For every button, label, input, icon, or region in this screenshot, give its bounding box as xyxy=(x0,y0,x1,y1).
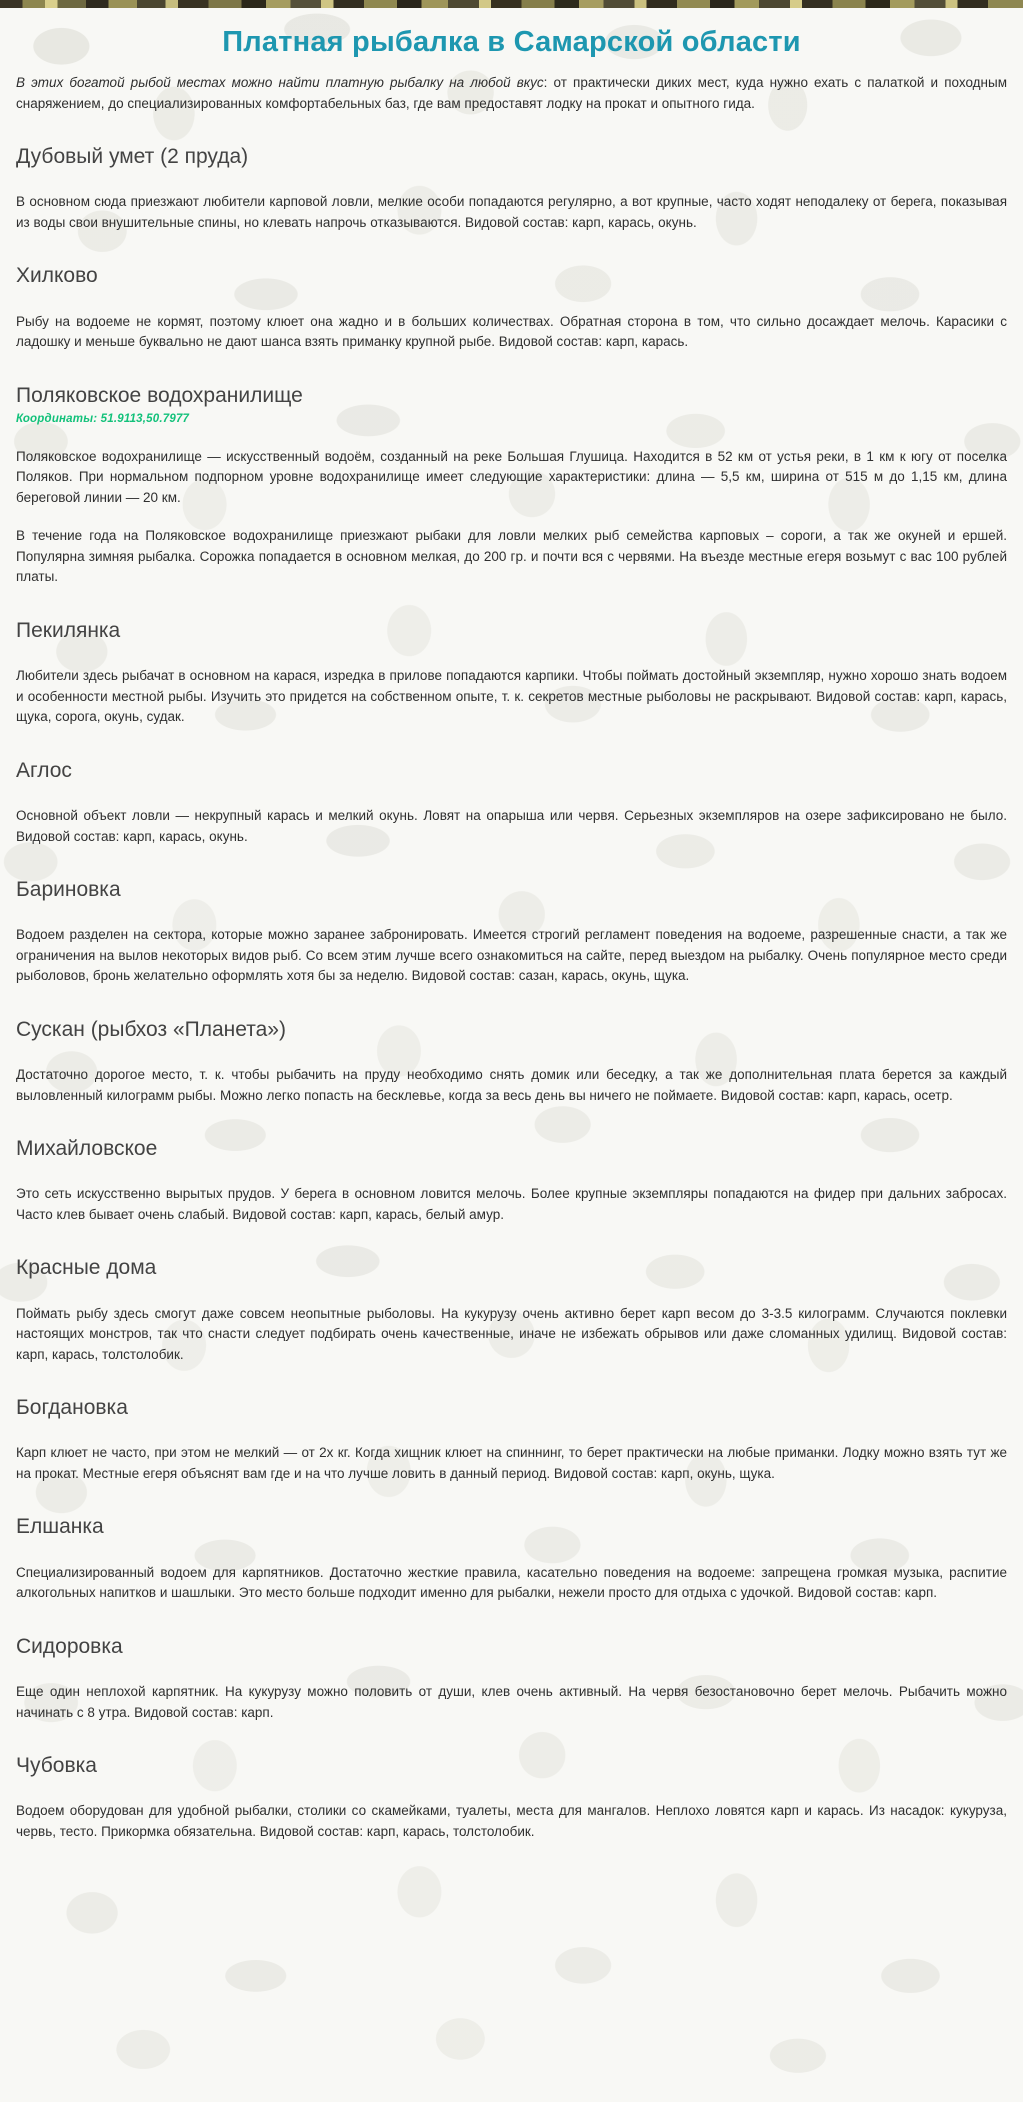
fishing-spot-section xyxy=(16,383,1007,588)
section-coordinates: Координаты: 51.9113,50.7977 xyxy=(16,412,190,425)
section-paragraph: В течение года на Поляковское водохранилище приезжают рыбаки для ловли мелких рыб семейства карповых – сороги, а так же окуней и ершей. Популярна зимняя рыбалка. Сорожка попадается в основном мелкая, до 200 гр. и почти вся с червями. На въезде местные егеря возьмут с вас 100 рублей платы. xyxy=(16,528,1007,585)
page-title: Платная рыбалка в Самарской области xyxy=(222,26,801,58)
fishing-spot-section xyxy=(16,144,1007,233)
section-paragraph: Водоем разделен на сектора, которые можно заранее забронировать. Имеется строгий регламент поведения на водоеме, разрешенные снасти, а так же ограничения на вылов некоторых видов рыб. Со всем этим лучше всего ознакомиться на сайте, перед выездом на рыбалку. Очень популярное место среди рыболовов, бронь желательно оформлять хотя бы за неделю. Видовой состав: сазан, карась, окунь, щука. xyxy=(16,927,1007,984)
section-heading: Сускан (рыбхоз «Планета») xyxy=(16,1017,286,1041)
section-paragraph: Рыбу на водоеме не кормят, поэтому клюет она жадно и в больших количествах. Обратная сторона в том, что сильно досаждает мелочь. Карасики с ладошку и меньше буквально не дают шанса взять приманку крупной рыбе. Видовой состав: карп, карась. xyxy=(16,313,1007,350)
section-heading: Поляковское водохранилище xyxy=(16,383,303,407)
fishing-spot-section xyxy=(16,1753,1007,1842)
section-paragraph: Любители здесь рыбачат в основном на карася, изредка в прилове попадаются карпики. Чтобы поймать достойный экземпляр, нужно хорошо знать водоем и особенности местной рыбы. Изучить это придется на собственном опыте, т. к. секретов местные рыболовы не раскрывают. Видовой состав: карп, карась, щука, сорога, окунь, судак. xyxy=(16,668,1007,725)
fishing-spot-section xyxy=(16,618,1007,728)
intro-lead: В этих богатой рыбой местах можно найти платную рыбалку на любой вкус xyxy=(16,75,544,90)
fishing-spot-section xyxy=(16,1514,1007,1603)
intro-rest: : от практически диких мест, куда нужно ехать с палаткой и походным снаряжением, до специализированных комфортабельных баз, где вам предоставят лодку на прокат и опытного гида. xyxy=(16,75,1007,111)
section-heading: Пекилянка xyxy=(16,618,121,642)
section-heading: Сидоровка xyxy=(16,1634,123,1658)
intro-paragraph xyxy=(16,73,1007,114)
section-paragraph: Основной объект ловли — некрупный карась и мелкий окунь. Ловят на опарыша или червя. Серьезных экземпляров на озере зафиксировано не было. Видовой состав: карп, карась, окунь. xyxy=(16,807,1007,844)
section-heading: Дубовый умет (2 пруда) xyxy=(16,145,249,169)
section-paragraph: В основном сюда приезжают любители карповой ловли, мелкие особи попадаются регулярно, а вот крупные, часто ходят неподалеку от берега, показывая из воды свои внушительные спины, но клевать напрочь отказываются. Видовой состав: карп, карась, окунь. xyxy=(16,194,1007,230)
section-paragraph: Поймать рыбу здесь смогут даже совсем неопытные рыболовы. На кукурузу очень активно берет карп весом до 3-3.5 килограмм. Случаются поклевки настоящих монстров, так что снасти следует подбирать очень качественные, иначе не избежать обрывов или даже сломанных удилищ. Видовой состав: карп, карась, толстолобик. xyxy=(16,1305,1007,1362)
article-content xyxy=(0,8,1023,1882)
section-heading: Елшанка xyxy=(16,1515,104,1539)
fishing-spot-section xyxy=(16,1017,1007,1106)
fishing-spot-section xyxy=(16,877,1007,987)
section-heading: Красные дома xyxy=(16,1256,157,1280)
section-heading: Богдановка xyxy=(16,1396,128,1420)
section-paragraph: Поляковское водохранилище — искусственный водоём, созданный на реке Большая Глушица. Находится в 52 км от устья реки, в 1 км к югу от поселка Поляков. При нормальном подпорном уровне водохранилище имеет следующие характеристики: длина — 5,5 км, ширина от 515 м до 1,15 км, длина береговой линии — 20 км. xyxy=(16,448,1007,505)
section-paragraph: Карп клюет не часто, при этом не мелкий — от 2х кг. Когда хищник клюет на спиннинг, то берет практически на любые приманки. Лодку можно взять тут же на прокат. Местные егеря объяснят вам где и на что лучше ловить в данный период. Видовой состав: карп, окунь, щука. xyxy=(16,1445,1007,1481)
section-paragraph: Водоем оборудован для удобной рыбалки, столики со скамейками, туалеты, места для мангалов. Неплохо ловятся карп и карась. Из насадок: кукуруза, червь, тесто. Прикормка обязательна. Видовой состав: карп, карась, толстолобик. xyxy=(16,1803,1007,1839)
section-heading: Михайловское xyxy=(16,1137,158,1161)
section-paragraph: Это сеть искусственно вырытых прудов. У берега в основном ловится мелочь. Более крупные экземпляры попадаются на фидер при дальних забросах. Часто клев бывает очень слабый. Видовой состав: карп, карась, белый амур. xyxy=(16,1186,1007,1222)
section-heading: Чубовка xyxy=(16,1754,97,1778)
fishing-spot-section xyxy=(16,263,1007,352)
section-paragraph: Еще один неплохой карпятник. На кукурузу можно половить от души, клев очень активный. На червя безостановочно берет мелочь. Рыбачить можно начинать с 8 утра. Видовой состав: карп. xyxy=(16,1683,1007,1720)
section-heading: Аглос xyxy=(16,758,72,782)
sections-list xyxy=(16,144,1007,1842)
fishing-spot-section xyxy=(16,1136,1007,1225)
fishing-spot-section xyxy=(16,1395,1007,1484)
section-paragraph: Специализированный водоем для карпятников. Достаточно жесткие правила, касательно поведения на водоеме: запрещена громкая музыка, распитие алкогольных напитков и шашлыки. Это место больше подходит именно для рыбалки, нежели просто для отдыха с удочкой. Видовой состав: карп. xyxy=(16,1564,1007,1601)
section-heading: Бариновка xyxy=(16,878,121,902)
section-heading: Хилково xyxy=(16,264,98,288)
camouflage-top-strip xyxy=(0,0,1023,8)
fishing-spot-section xyxy=(16,1634,1007,1723)
section-paragraph: Достаточно дорогое место, т. к. чтобы рыбачить на пруду необходимо снять домик или беседку, а так же дополнительная плата берется за каждый выловленный килограмм рыбы. Можно легко попасть на бесклевье, когда за весь день вы ничего не поймаете. Видовой состав: карп, карась, осетр. xyxy=(16,1067,1007,1103)
fishing-spot-section xyxy=(16,758,1007,847)
fishing-spot-section xyxy=(16,1255,1007,1365)
